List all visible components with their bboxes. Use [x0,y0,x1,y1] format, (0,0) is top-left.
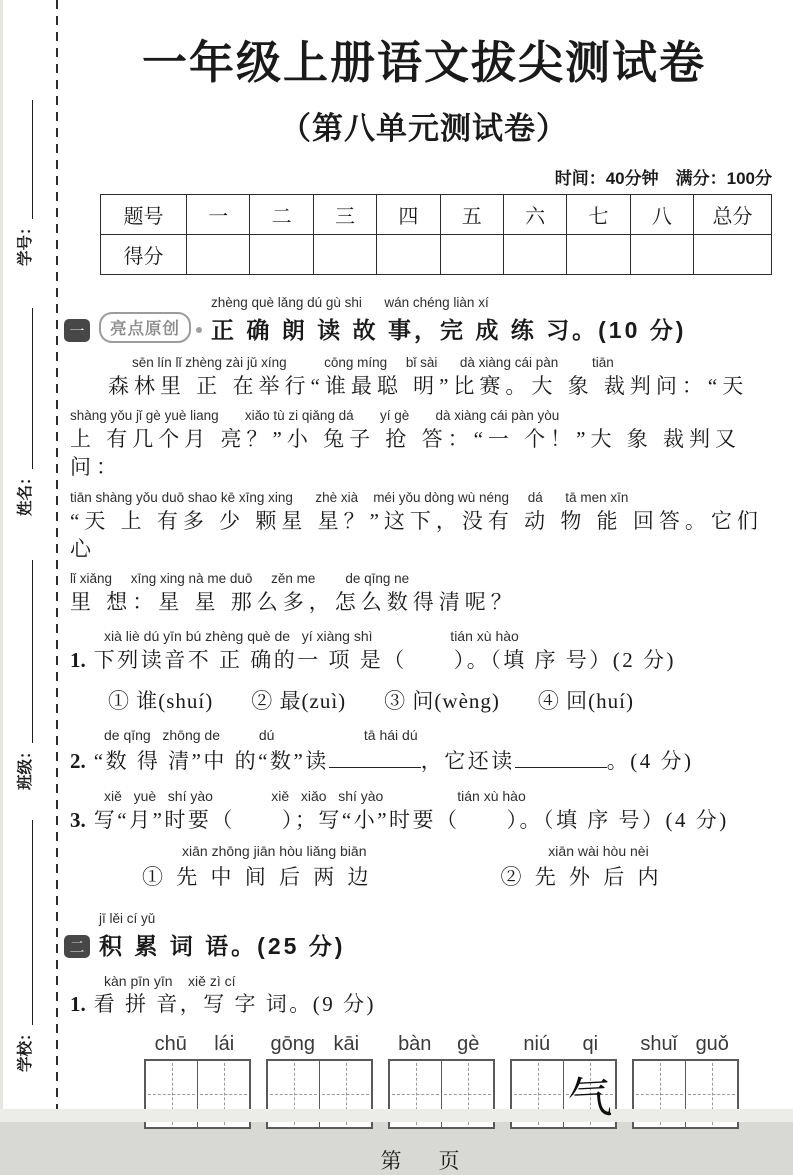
story-line [70,355,778,400]
question-2-text: 2. “数 得 清”中 的“数”读 ，它还读 。(4 分) [70,745,778,776]
word-grid-pinyin [266,1033,373,1056]
question-1-text: 1. 下列读音不 正 确的一 项 是（ ）。（填 序 号）(2 分) [70,647,676,672]
story-line-pinyin: sēn lín lǐ zhèng zài jǔ xíng cōng míng bǐ sài dà xiàng cái pàn tiān [132,354,614,370]
score-table-header-cell: 题号 [101,195,187,235]
question-1 [70,628,778,715]
word-grid-pinyin [388,1033,495,1056]
word-grid-pinyin-syllable: bàn [398,1033,432,1056]
story-line [70,490,778,564]
sidebar-field-class [16,560,35,790]
question-3-options [142,843,778,891]
story-line-text: 里 想：星 星 那么多，怎么数得清呢？ [70,590,517,615]
word-grid-pinyin-syllable: lái [214,1033,235,1056]
story-line-pinyin: lǐ xiǎng xīng xing nà me duō zěn me de qīng ne [70,571,410,587]
handwritten-character: 气 [566,1073,613,1125]
word-grid-pinyin-syllable: niú [523,1033,551,1056]
word-grid-pinyin [632,1033,739,1056]
reading-story [70,355,778,617]
question-1-option: ③ 问(wèng) [384,689,500,714]
page-subtitle: （第八单元测试卷） [280,111,568,146]
question-3-option-text: ① 先 中 间 后 两 边 [142,864,373,889]
sidebar-field-label: 学校： [17,1025,34,1072]
story-line [70,408,778,482]
paper-content [70,0,778,1175]
section1-number-badge: 一 [64,319,90,342]
word-grid-pinyin [144,1033,251,1056]
section1-header [70,295,778,345]
score-table-header-cell: 总分 [694,195,772,235]
word-grid-pinyin-syllable: shuǐ [640,1033,678,1056]
section2-question-1-pinyin: kàn pīn yīn xiě zì cí [104,972,236,989]
sidebar-field-label: 姓名： [17,469,34,516]
story-line-pinyin: shàng yǒu jǐ gè yuè liang xiǎo tù zi qiǎng dá yí gè dà xiàng cái pàn yòu [70,408,560,424]
sidebar-field-student-id [16,100,35,266]
question-3-option-pinyin: xiān wài hòu nèi [548,843,649,860]
section2-number-badge: 二 [64,935,90,958]
question-1-option: ④ 回(huí) [537,689,634,714]
score-table-header-cell: 五 [440,195,503,235]
score-cell[interactable] [440,235,503,275]
question-3-pinyin: xiě yuè shí yào xiě xiǎo shí yào tián xù hào [104,788,526,805]
word-grid-pinyin-syllable: gè [457,1033,480,1056]
question-3 [70,788,778,890]
question-2-pinyin: de qīng zhōng de dú tā hái dú [104,727,418,744]
section1-title: 正 确 朗 读 故 事，完 成 练 习。(10 分) [211,316,687,343]
section1-title-pinyin: zhèng què lǎng dú gù shi wán chéng liàn xí [211,295,489,310]
score-cell[interactable] [313,235,376,275]
score-table-header-cell: 六 [503,195,566,235]
score-cell[interactable] [250,235,313,275]
page-title: 一年级上册语文拔尖测试卷 [141,37,706,88]
section2-question-1-text: 1. 看 拼 音，写 字 词。(9 分) [70,992,376,1017]
sidebar-field-label: 学号： [17,219,34,266]
story-line-text: “天 上 有多 少 颗星 星？”这下，没有 动 物 能 回答。它们心 [70,508,763,561]
question-1-pinyin: xià liè dú yīn bú zhèng què de yí xiàng shì tián xù hào [104,628,519,645]
score-table-header-cell: 三 [313,195,376,235]
question-3-number: 3. [70,807,86,832]
question-1-option: ① 谁(shuí) [108,689,214,714]
sidebar-field-write-line[interactable] [32,820,33,1025]
scan-edge-bottom [0,1109,793,1122]
word-grid-pinyin-syllable: chū [154,1033,187,1056]
section2-title: 积 累 词 语。(25 分) [99,932,346,959]
story-line-pinyin: tiān shàng yǒu duō shao kē xīng xing zhè xià méi yǒu dòng wù néng dá tā men xīn [70,489,629,505]
page-number-footer: 第 页 [380,1149,468,1174]
score-table-header-cell: 二 [250,195,313,235]
question-3-option-text: ② 先 外 后 内 [500,864,663,889]
question-3-text: 3. 写“月”时要（ ）；写“小”时要（ ）。（填 序 号）(4 分) [70,807,729,832]
word-grid-pinyin-syllable: guǒ [695,1033,729,1056]
answer-blank[interactable] [329,745,421,768]
sidebar-field-write-line[interactable] [32,560,33,743]
score-cell[interactable] [503,235,566,275]
question-1-number: 1. [70,647,86,672]
question-2 [70,727,778,776]
score-cell[interactable] [187,235,250,275]
section2-title-pinyin: jī lěi cí yǔ [99,910,156,926]
story-line [70,571,778,616]
time-limit-info: 时间：40分钟 满分：100分 [554,169,772,188]
score-table-header-cell: 四 [377,195,440,235]
cut-dashed-line [56,0,58,1122]
section2-question-1 [70,973,778,1020]
question-1-option: ② 最(zuì) [251,689,347,714]
score-table [100,194,772,275]
score-row-label: 得分 [101,235,187,275]
word-grid-pinyin-syllable: qi [582,1033,599,1056]
section2-question-1-number: 1. [70,992,86,1017]
section2-header [70,911,778,961]
score-cell[interactable] [567,235,630,275]
word-grid-pinyin-syllable: kāi [333,1033,360,1056]
question-3-option-pinyin: xiān zhōng jiān hòu liǎng biān [182,843,367,860]
story-line-text: 上 有几个月 亮？”小 兔子 抢 答：“一 个！”大 象 裁判又问： [70,426,741,480]
score-table-header-cell: 八 [630,195,693,235]
question-3-option [501,843,663,891]
badge-tip-dot-icon [196,327,202,333]
score-table-header-cell: 一 [187,195,250,235]
sidebar-field-label: 班级： [17,743,34,790]
score-cell[interactable] [377,235,440,275]
score-table-header-cell: 七 [567,195,630,235]
sidebar-field-write-line[interactable] [32,308,33,469]
writing-grid-cell[interactable] [563,1061,615,1127]
answer-blank[interactable] [515,745,607,768]
scan-edge-left [0,0,3,1122]
question-2-number: 2. [70,748,86,773]
sidebar-field-write-line[interactable] [32,100,33,219]
word-grid-pinyin-syllable: gōng [270,1033,315,1056]
word-grid-pinyin [510,1033,617,1056]
highlight-original-badge: 亮点原创 [99,312,191,343]
story-line-text: 森林里 正 在举行“谁最聪 明”比赛。大 象 裁判问：“天 [108,373,749,398]
score-cell[interactable] [694,235,772,275]
question-1-options [108,685,778,715]
score-cell[interactable] [630,235,693,275]
sidebar-field-school [16,820,35,1072]
sidebar-field-student-name [16,308,35,516]
question-3-option [142,843,373,891]
